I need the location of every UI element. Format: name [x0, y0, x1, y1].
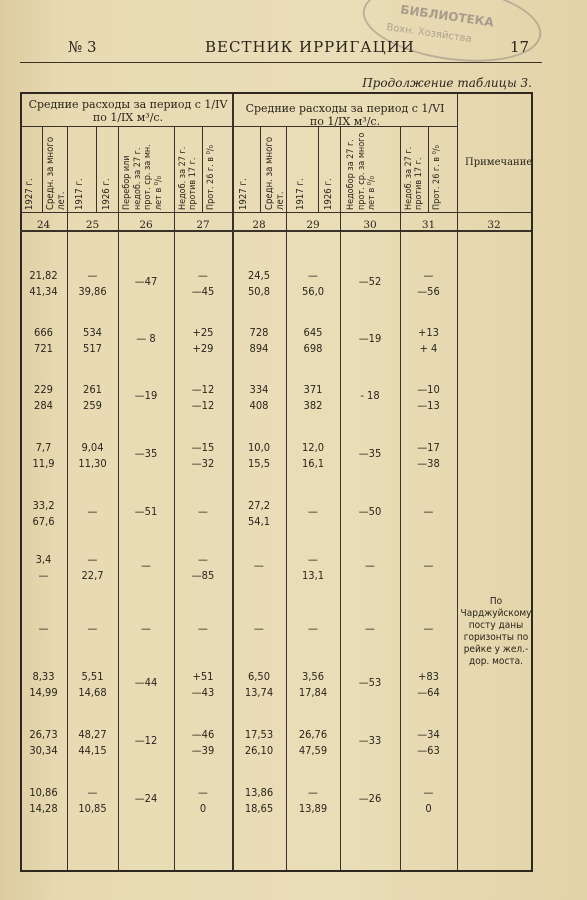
- table-cell: 27,2 54,1: [247, 499, 271, 528]
- table-cell: —: [87, 505, 98, 518]
- col-header-vs26-a: Прот. 26 г. в ⁰/₀: [206, 145, 216, 210]
- table-cell: — 0: [423, 786, 434, 815]
- table-cell: —: [254, 559, 264, 572]
- table-continuation-caption: Продолжение таблицы 3.: [362, 76, 532, 90]
- table-cell: 6,50 13,74: [244, 670, 274, 699]
- table-cell: 13,86 18,65: [244, 786, 274, 815]
- table-cell: — —56: [417, 269, 440, 298]
- table-cell: —: [198, 622, 208, 635]
- grid-line: [260, 126, 261, 212]
- table-cell: - 18: [360, 389, 380, 402]
- col-number: 32: [487, 219, 501, 231]
- table-cell: —12: [134, 734, 158, 747]
- col-header-vs26-b: Прот. 26 г. в ⁰/₀: [432, 145, 442, 210]
- note-column-header: Примечание: [465, 157, 533, 168]
- table-cell: 534 517: [83, 326, 102, 355]
- table-cell: 371 382: [303, 383, 323, 412]
- table-cell: —46 —39: [191, 728, 215, 757]
- grid-line: [202, 126, 203, 212]
- table-cell: 229 284: [34, 383, 53, 412]
- header-rule: [20, 62, 542, 63]
- table-cell: 334 408: [249, 383, 269, 412]
- table-cell: 26,76 47,59: [298, 728, 328, 757]
- col-number: 26: [139, 219, 153, 231]
- table-cell: —10 —13: [417, 383, 440, 412]
- table-cell: —53: [358, 676, 382, 689]
- table-cell: 7,7 11,9: [32, 441, 55, 470]
- table-cell: 33,2 67,6: [32, 499, 55, 528]
- table-cell: —: [87, 622, 98, 635]
- col-number: 24: [36, 219, 51, 231]
- col-header-1927-b: 1927 г.: [238, 178, 249, 210]
- grid-line: [42, 126, 43, 212]
- table-cell: —51: [134, 505, 158, 518]
- table-cell: — 13,1: [301, 553, 325, 582]
- journal-title: ВЕСТНИК ИРРИГАЦИИ: [205, 38, 415, 56]
- col-header-1917-b: 1917 г.: [295, 178, 306, 210]
- table-cell: —17 —38: [417, 441, 440, 470]
- table-cell: — —85: [191, 553, 215, 582]
- grid-line: [318, 126, 319, 212]
- col-header-vs17-a: Недоб. за 27 г. против 17 г.: [178, 146, 198, 210]
- col-header-avg-b: Средн. за много лет.: [264, 136, 286, 210]
- table-cell: —: [38, 622, 49, 635]
- table-cell: +83 —64: [417, 670, 440, 699]
- table-bottom-border: [20, 870, 533, 872]
- table-cell: 26,73 30,34: [29, 728, 58, 757]
- grid-line: [428, 126, 429, 212]
- table-cell: —19: [134, 389, 158, 402]
- table-cell: —35: [134, 447, 158, 460]
- table-cell: 3,56 17,84: [298, 670, 328, 699]
- table-cell: —47: [134, 275, 158, 288]
- table-cell: —: [308, 505, 318, 518]
- col-header-1926-a: 1926 г.: [101, 178, 112, 210]
- table-cell: —: [423, 505, 434, 518]
- table-cell: —: [141, 559, 151, 572]
- table-cell: 3,4 —: [35, 553, 52, 582]
- col-number: 25: [85, 219, 100, 231]
- table-cell: — 22,7: [81, 553, 104, 582]
- table-cell: —34 —63: [417, 728, 440, 757]
- table-cell: — 13,89: [298, 786, 328, 815]
- col-header-vs17-b: Недоб. за 27 г. против 17 г.: [404, 146, 424, 210]
- table-cell: +25 +29: [192, 326, 214, 355]
- table-cell: 21,82 41,34: [29, 269, 58, 298]
- grid-line: [457, 94, 458, 870]
- table-cell: —35: [358, 447, 382, 460]
- table-cell: —12 —12: [191, 383, 215, 412]
- col-header-avg-a: Средн. за много лет.: [45, 136, 67, 210]
- col-number: 30: [363, 219, 377, 231]
- table-cell: 17,53 26,10: [244, 728, 274, 757]
- table-cell: 8,33 14,99: [29, 670, 58, 699]
- grid-line: [340, 126, 341, 870]
- table-cell: —: [365, 622, 375, 635]
- col-number: 29: [306, 219, 320, 231]
- table-cell: —: [423, 622, 434, 635]
- table-cell: — 8: [136, 332, 156, 345]
- table-cell: +51 —43: [191, 670, 215, 699]
- table-cell: —33: [358, 734, 382, 747]
- page-number: 17: [510, 38, 530, 56]
- table-cell: 10,0 15,5: [247, 441, 271, 470]
- table-cell: +13 + 4: [418, 326, 439, 355]
- table-cell: —50: [358, 505, 382, 518]
- table-cell: 48,27 44,15: [78, 728, 107, 757]
- table-cell: 12,0 16,1: [301, 441, 325, 470]
- grid-line: [20, 212, 531, 213]
- table-cell: —15 —32: [191, 441, 215, 470]
- grid-line: [96, 126, 97, 212]
- table-cell: —52: [358, 275, 382, 288]
- table-cell: —19: [358, 332, 382, 345]
- col-header-deviation-b: Недобор за 27 г. прот. ср. за много лет в ⁰/₀: [346, 132, 377, 210]
- table-cell: — 39,86: [78, 269, 107, 298]
- table-cell: — 0: [198, 786, 208, 815]
- table-cell: 728 894: [249, 326, 269, 355]
- issue-number: № 3: [68, 38, 97, 56]
- table-cell: — —45: [191, 269, 215, 298]
- col-number: 31: [421, 219, 436, 231]
- table-cell: —: [198, 505, 208, 518]
- table-cell: —: [254, 622, 264, 635]
- grid-line: [118, 126, 119, 870]
- table-right-border: [531, 92, 533, 870]
- table-cell: 9,04 11,30: [78, 441, 107, 470]
- remark-note: По Чарджуйскому посту даны горизонты по рейке у жел.-дор. моста.: [460, 596, 532, 667]
- table-cell: 5,51 14,68: [78, 670, 107, 699]
- table-cell: — 10,85: [78, 786, 107, 815]
- group-header-2: Средние расходы за период с 1/VI по 1/IX м³/с.: [245, 102, 445, 128]
- group-header-1: Средние расходы за период с 1/IV по 1/IX м³/с.: [28, 98, 228, 124]
- table-cell: —: [308, 622, 318, 635]
- table-cell: —26: [358, 792, 382, 805]
- table-cell: —: [423, 559, 434, 572]
- table-cell: 261 259: [83, 383, 102, 412]
- table-cell: 10,86 14,28: [29, 786, 58, 815]
- table-cell: 645 698: [303, 326, 323, 355]
- table-cell: —44: [134, 676, 158, 689]
- stamp-text-secondary: Вохн. Хозяйства: [385, 22, 473, 45]
- table-cell: —24: [134, 792, 158, 805]
- table-cell: —: [141, 622, 151, 635]
- col-header-1927-a: 1927 г.: [24, 178, 35, 210]
- col-header-1917-a: 1917 г.: [74, 178, 85, 210]
- col-number: 28: [252, 219, 266, 231]
- table-cell: 24,5 50,8: [247, 269, 271, 298]
- col-number: 27: [196, 219, 210, 231]
- col-header-deviation-a: Перебор или недоб. за 27 г. прот. ср. за мн. лет в ⁰/₀: [122, 144, 164, 210]
- table-cell: — 56,0: [301, 269, 325, 298]
- stamp-text: БИБЛИОТЕКА: [399, 2, 495, 30]
- table-cell: —: [365, 559, 375, 572]
- col-header-1926-b: 1926 г.: [323, 178, 334, 210]
- table-cell: 666 721: [34, 326, 53, 355]
